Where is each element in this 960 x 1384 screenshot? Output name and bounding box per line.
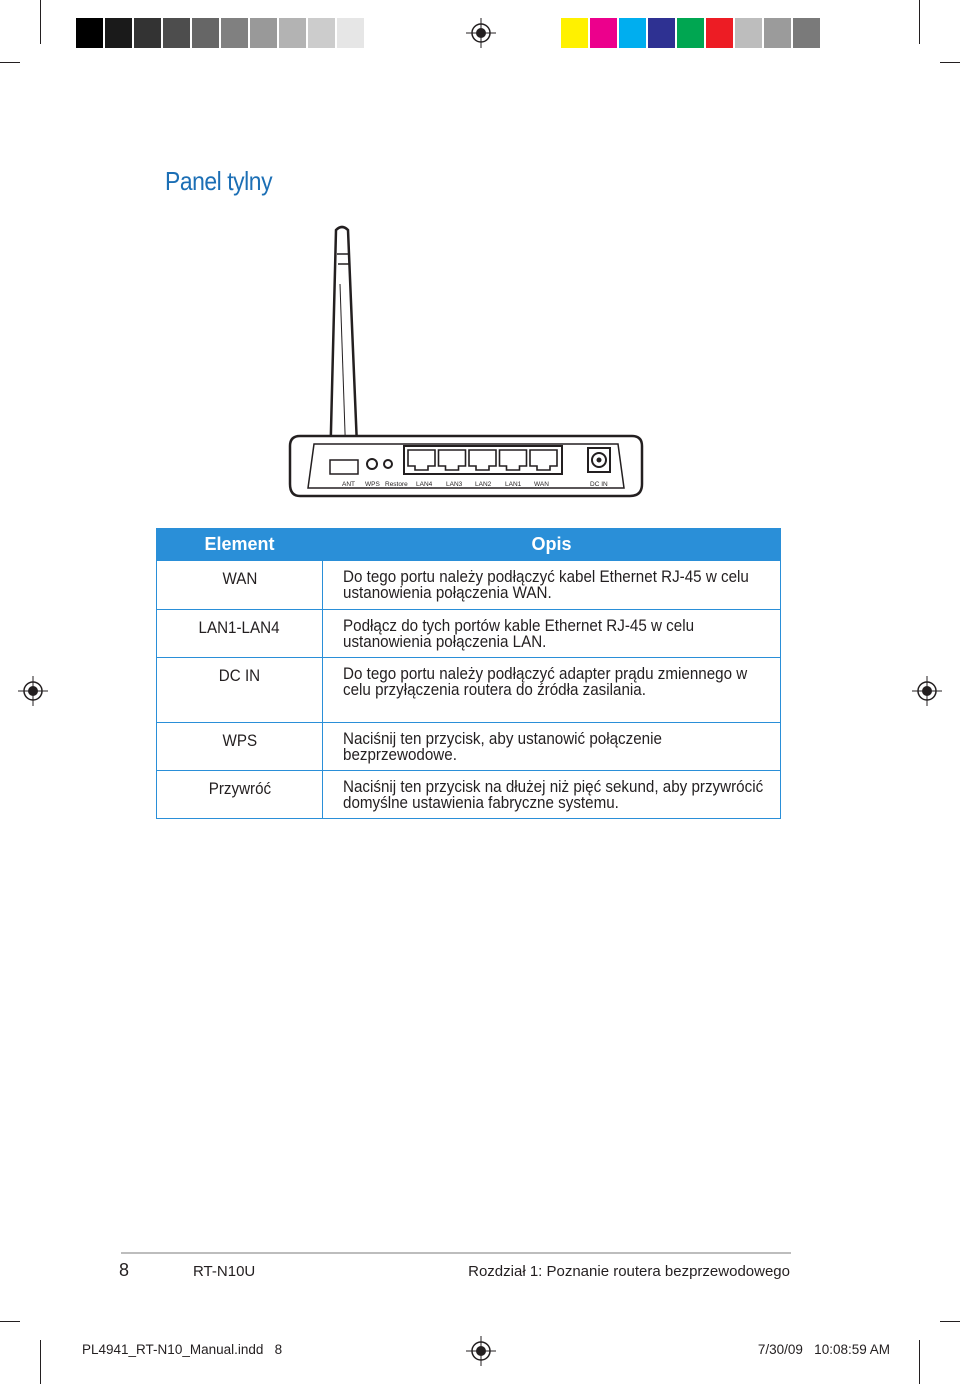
footer-chapter: Rozdział 1: Poznanie routera bezprzewodowego	[468, 1263, 790, 1280]
page-number: 8	[119, 1260, 130, 1280]
crop-mark	[40, 0, 41, 44]
table-row	[157, 771, 781, 819]
color-swatch	[163, 18, 190, 48]
color-swatch	[221, 18, 248, 48]
table-header	[157, 529, 781, 561]
column-header-element: Element	[157, 529, 323, 561]
router-label-wps: WPS	[365, 481, 380, 488]
router-label-restore: Restore	[385, 481, 408, 488]
element-description: Do tego portu należy podłączyć kabel Ethernet RJ-45 w celu ustanowienia połączenia WAN.	[343, 568, 749, 602]
element-name: WPS	[222, 732, 257, 750]
crop-mark	[40, 1340, 41, 1384]
color-swatch	[706, 18, 733, 48]
color-swatch	[590, 18, 617, 48]
router-label-lan1: LAN1	[505, 481, 522, 488]
color-swatch	[279, 18, 306, 48]
column-header-description: Opis	[323, 529, 781, 561]
crop-mark	[0, 62, 20, 63]
antenna-icon	[330, 227, 358, 470]
registration-mark-icon	[466, 1336, 496, 1366]
slug-file: PL4941_RT-N10_Manual.indd 8	[82, 1342, 283, 1357]
table-row	[157, 723, 781, 771]
rear-panel-table	[156, 528, 781, 819]
color-swatch	[192, 18, 219, 48]
registration-mark-icon	[18, 676, 48, 706]
color-swatch	[561, 18, 588, 48]
router-rear-panel-illustration	[286, 222, 646, 502]
router-label-lan4: LAN4	[416, 481, 433, 488]
wps-button-icon	[367, 459, 377, 469]
table-row	[157, 561, 781, 610]
element-description: Naciśnij ten przycisk, aby ustanowić połączenie bezprzewodowe.	[343, 730, 662, 764]
router-label-lan2: LAN2	[475, 481, 492, 488]
crop-mark	[919, 1340, 920, 1384]
registration-mark-icon	[466, 18, 496, 48]
color-swatch	[76, 18, 103, 48]
element-name: LAN1-LAN4	[198, 619, 280, 637]
element-description: Do tego portu należy podłączyć adapter prądu zmiennego w celu przyłączenia routera do źródła zasilania.	[343, 665, 748, 699]
page-title: Panel tylny	[165, 166, 273, 196]
element-description: Naciśnij ten przycisk na dłużej niż pięć sekund, aby przywrócić domyślne ustawienia fabryczne systemu.	[343, 778, 764, 812]
element-name: Przywróć	[208, 780, 271, 798]
router-label-ant: ANT	[342, 481, 355, 488]
crop-mark	[919, 0, 920, 44]
footer-divider	[121, 1252, 791, 1254]
color-swatch	[764, 18, 791, 48]
color-swatch	[793, 18, 820, 48]
slug-timestamp: 7/30/09 10:08:59 AM	[757, 1342, 890, 1357]
color-swatch	[677, 18, 704, 48]
router-label-wan: WAN	[534, 481, 549, 488]
router-label-dc-in: DC IN	[590, 481, 608, 488]
table-row	[157, 610, 781, 658]
color-swatch	[250, 18, 277, 48]
color-swatch	[134, 18, 161, 48]
dc-in-jack-icon	[588, 448, 610, 472]
registration-mark-icon	[912, 676, 942, 706]
restore-button-icon	[384, 460, 392, 468]
color-swatch	[619, 18, 646, 48]
footer-model: RT-N10U	[193, 1263, 256, 1280]
crop-mark	[0, 1321, 20, 1322]
element-name: WAN	[222, 570, 257, 588]
crop-mark	[940, 62, 960, 63]
color-swatch	[648, 18, 675, 48]
element-description: Podłącz do tych portów kable Ethernet RJ-45 w celu ustanowienia połączenia LAN.	[343, 617, 695, 651]
router-label-lan3: LAN3	[446, 481, 463, 488]
color-swatch	[337, 18, 364, 48]
crop-mark	[940, 1321, 960, 1322]
color-swatch	[308, 18, 335, 48]
table-row	[157, 658, 781, 723]
color-swatch	[105, 18, 132, 48]
element-name: DC IN	[218, 667, 261, 685]
color-swatch	[735, 18, 762, 48]
